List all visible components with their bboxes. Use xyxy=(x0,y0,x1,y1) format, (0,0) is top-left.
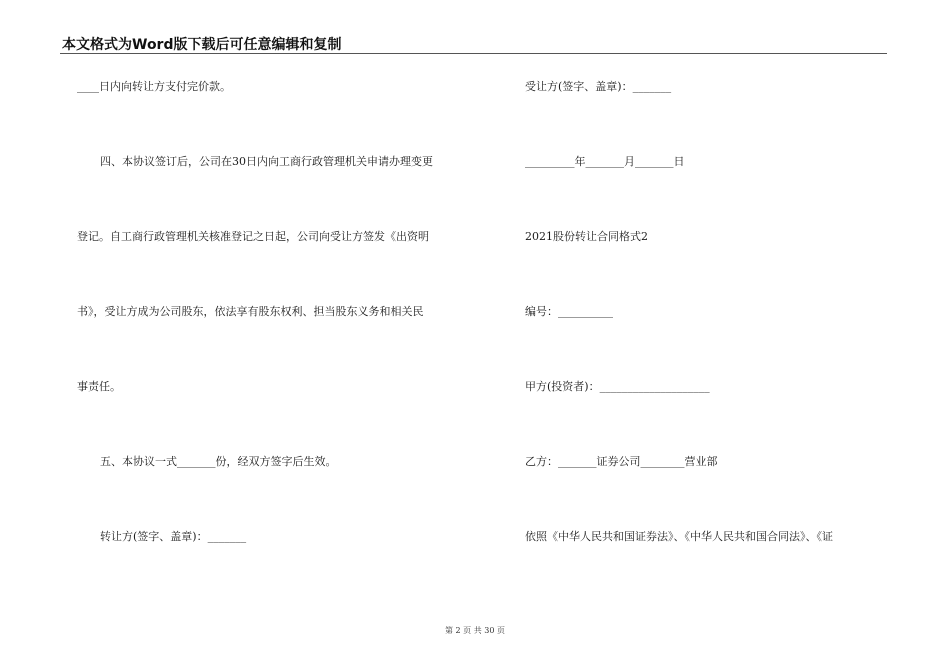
party-a-line: 甲方(投资者)：____________________ xyxy=(525,380,710,393)
paragraph-line: 书》，受让方成为公司股东，依法享有股东权利、担当股东义务和相关民 xyxy=(77,305,424,318)
signature-line-transferee: 受让方(签字、盖章)：_______ xyxy=(525,80,672,93)
paragraph-line: 五、本协议一式_______份，经双方签字后生效。 xyxy=(100,455,337,468)
date-line: _________年_______月_______日 xyxy=(525,155,685,168)
paragraph-line: 四、本协议签订后，公司在30日内向工商行政管理机关申请办理变更 xyxy=(100,155,433,168)
contract-number-line: 编号：__________ xyxy=(525,305,613,318)
paragraph-line: ____日内向转让方支付完价款。 xyxy=(77,80,231,93)
document-header-title: 本文格式为Word版下载后可任意编辑和复制 xyxy=(62,37,342,53)
signature-line-transferor: 转让方(签字、盖章)：_______ xyxy=(100,530,247,543)
header-divider xyxy=(60,53,887,54)
party-b-line: 乙方：_______证券公司________营业部 xyxy=(525,455,718,468)
paragraph-line: 登记。自工商行政管理机关核准登记之日起，公司向受让方签发《出资明 xyxy=(77,230,429,243)
paragraph-line: 依照《中华人民共和国证券法》、《中华人民共和国合同法》、《证 xyxy=(525,530,833,543)
page-number: 第 2 页 共 30 页 xyxy=(445,626,505,635)
section-heading: 2021股份转让合同格式2 xyxy=(525,230,648,243)
paragraph-line: 事责任。 xyxy=(77,380,121,393)
